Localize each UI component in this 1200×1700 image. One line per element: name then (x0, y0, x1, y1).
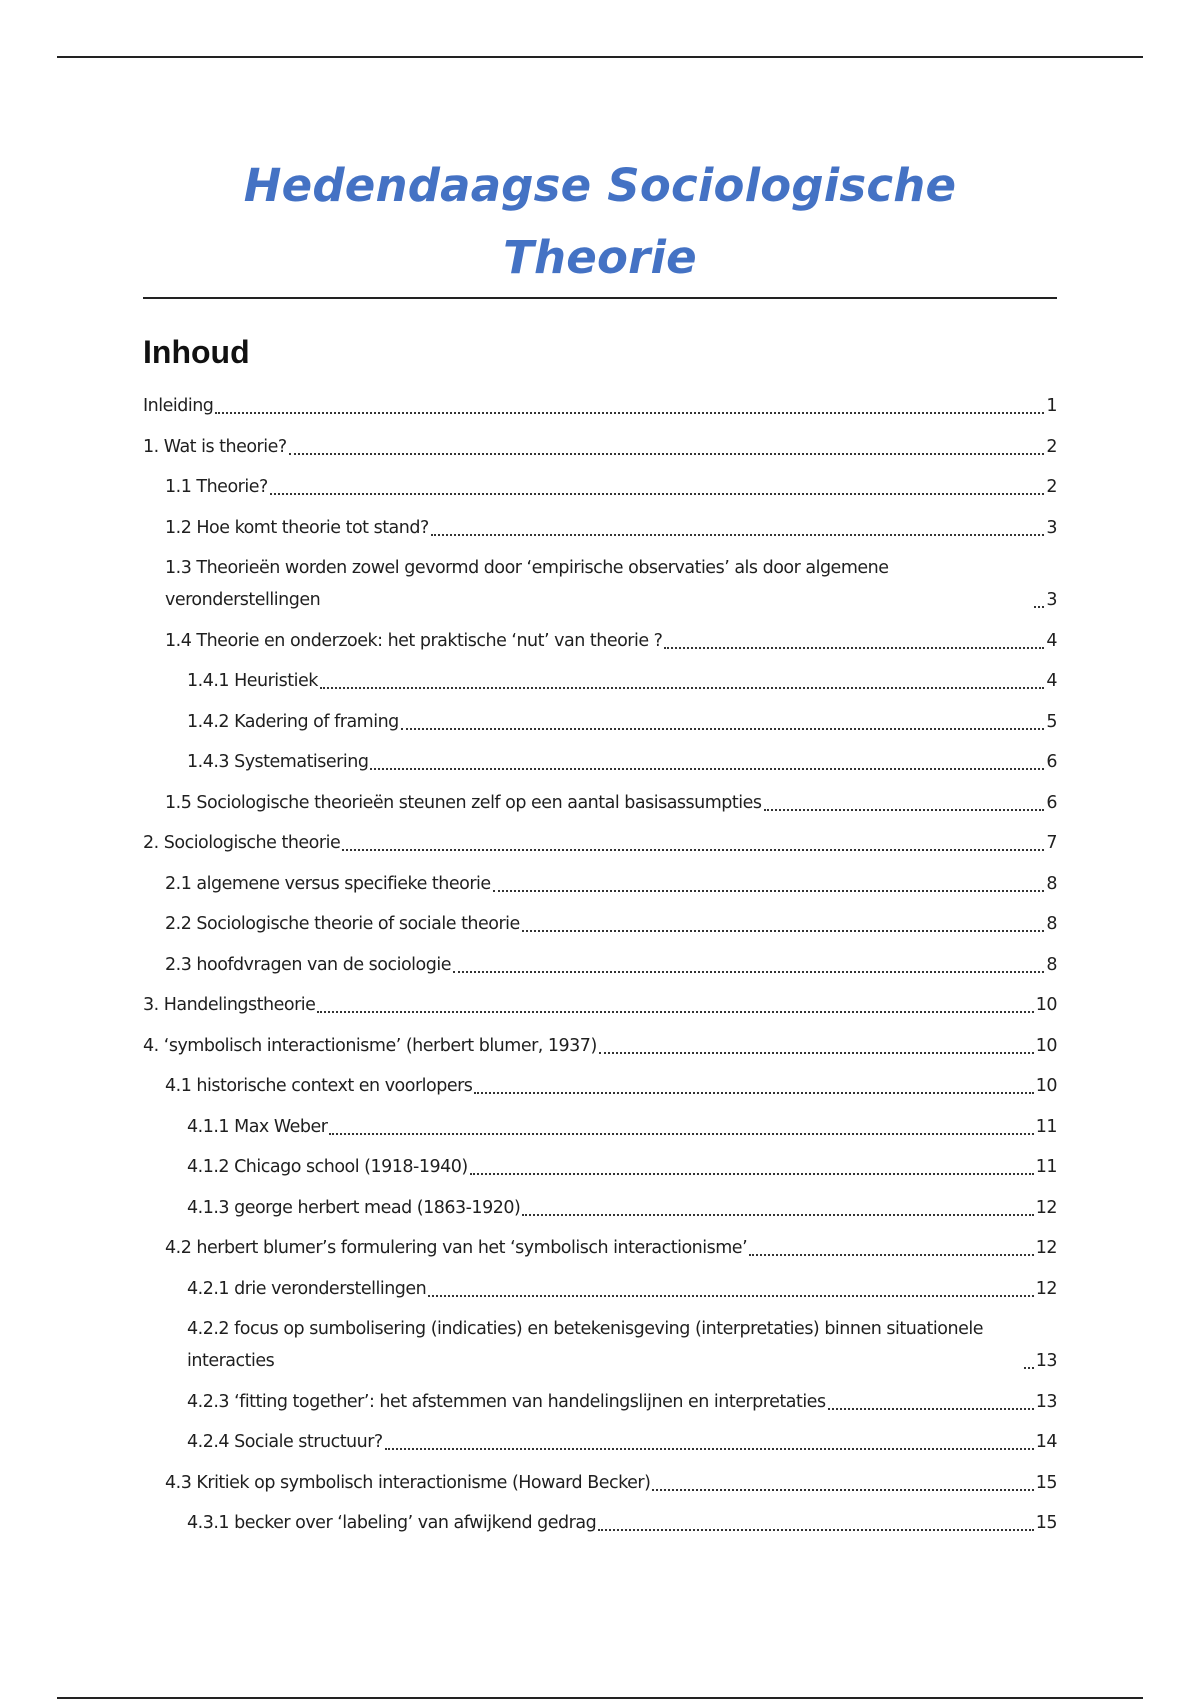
toc-entry-title[interactable]: 4.2.1 drie veronderstellingen (187, 1278, 427, 1299)
page-top-rule (57, 56, 1143, 58)
toc-dot-leader (370, 768, 1044, 770)
toc-dot-leader (828, 1408, 1034, 1410)
toc-entry-title[interactable]: 1.4.2 Kadering of framing (187, 711, 399, 732)
toc-page-number[interactable]: 1 (1046, 396, 1057, 416)
toc-dot-leader (401, 728, 1045, 730)
toc-entry[interactable] (143, 471, 1057, 503)
toc-entry-title[interactable]: 1.5 Sociologische theorieën steunen zelf op een aantal basisassumpties (165, 792, 762, 813)
toc-dot-leader (428, 1295, 1033, 1297)
title-underline (143, 297, 1057, 299)
toc-entry[interactable] (143, 1507, 1057, 1539)
toc-entry[interactable] (143, 1111, 1057, 1143)
toc-entry[interactable] (143, 1030, 1057, 1062)
page-bottom-rule (57, 1697, 1143, 1699)
toc-dot-leader (453, 971, 1044, 973)
toc-page-number[interactable]: 2 (1046, 477, 1057, 497)
toc-dot-leader (493, 890, 1045, 892)
toc-entry[interactable] (143, 431, 1057, 463)
toc-page-number[interactable]: 13 (1035, 1351, 1057, 1371)
toc-entry[interactable] (143, 390, 1057, 422)
toc-entry-title[interactable]: 4.2.4 Sociale structuur? (187, 1432, 383, 1452)
toc-entry-title[interactable]: 1.4 Theorie en onderzoek: het praktische ‘nut’ van theorie ? (165, 630, 663, 651)
toc-dot-leader (289, 453, 1045, 455)
toc-page-number[interactable]: 10 (1035, 1076, 1057, 1096)
toc-entry-title[interactable]: 1.1 Theorie? (165, 477, 268, 497)
toc-dot-leader (598, 1529, 1034, 1531)
toc-dot-leader (431, 534, 1045, 536)
toc-entry-title[interactable]: 1.2 Hoe komt theorie tot stand? (165, 517, 429, 538)
toc-entry[interactable] (143, 1070, 1057, 1102)
toc-page-number[interactable]: 3 (1046, 517, 1057, 538)
toc-page-number[interactable]: 7 (1046, 833, 1057, 853)
toc-entry-title[interactable]: 4.1.1 Max Weber (187, 1116, 328, 1137)
toc-dot-leader (320, 687, 1044, 689)
document-title: Hedendaagse Sociologische Theorie (243, 159, 957, 284)
toc-entry-title[interactable]: 4. ‘symbolisch interactionisme’ (herbert blumer, 1937) (143, 1035, 597, 1056)
toc-page-number[interactable]: 8 (1046, 954, 1057, 975)
toc-dot-leader (1024, 1367, 1034, 1369)
toc-page-number[interactable]: 13 (1035, 1391, 1057, 1412)
toc-page-number[interactable]: 12 (1035, 1238, 1057, 1258)
toc-page-number[interactable]: 6 (1046, 752, 1057, 772)
toc-page-number[interactable]: 4 (1046, 630, 1057, 651)
toc-entry-title[interactable]: 1.3 Theorieën worden zowel gevormd door ‘empirische observaties’ als door algemene veronderstellingen (165, 558, 889, 610)
toc-page-number[interactable]: 15 (1035, 1472, 1057, 1493)
toc-page-number[interactable]: 2 (1046, 436, 1057, 457)
toc-entry[interactable] (143, 1386, 1057, 1418)
toc-entry-title[interactable]: 1. Wat is theorie? (143, 436, 287, 457)
toc-dot-leader (215, 412, 1044, 414)
toc-page-number[interactable]: 6 (1046, 792, 1057, 813)
toc-entry[interactable] (143, 1467, 1057, 1499)
toc-page-number[interactable]: 10 (1035, 1035, 1057, 1056)
toc-dot-leader (652, 1489, 1033, 1491)
toc-entry[interactable] (143, 665, 1057, 697)
toc-entry[interactable] (143, 552, 1057, 616)
toc-entry[interactable] (143, 512, 1057, 544)
toc-heading: Inhoud (143, 334, 250, 370)
document-body (143, 150, 1057, 1548)
toc-dot-leader (1034, 606, 1044, 608)
toc-entry-title[interactable]: 4.3.1 becker over ‘labeling’ van afwijkend gedrag (187, 1513, 597, 1533)
toc-entry-title[interactable]: 2. Sociologische theorie (143, 833, 341, 853)
toc-entry-title[interactable]: 1.4.3 Systematisering (187, 752, 369, 772)
toc-entry-title[interactable]: 3. Handelingstheorie (143, 995, 316, 1015)
toc-page-number[interactable]: 8 (1046, 914, 1057, 934)
toc-entry[interactable] (143, 827, 1057, 859)
toc-page-number[interactable]: 12 (1035, 1278, 1057, 1299)
toc-entry-title[interactable]: 1.4.1 Heuristiek (187, 671, 318, 691)
toc-entry[interactable] (143, 1426, 1057, 1458)
toc-page-number[interactable]: 14 (1035, 1432, 1057, 1452)
toc-page-number[interactable]: 5 (1046, 711, 1057, 732)
toc-dot-leader (749, 1254, 1034, 1256)
toc-dot-leader (470, 1173, 1034, 1175)
toc-dot-leader (317, 1011, 1033, 1013)
toc-entry[interactable] (143, 1192, 1057, 1224)
table-of-contents (143, 390, 1057, 1539)
toc-entry[interactable] (143, 706, 1057, 738)
toc-page-number[interactable]: 4 (1046, 671, 1057, 691)
toc-dot-leader (664, 647, 1044, 649)
toc-page-number[interactable]: 11 (1035, 1157, 1057, 1177)
toc-dot-leader (764, 809, 1045, 811)
toc-dot-leader (329, 1133, 1033, 1135)
toc-entry[interactable] (143, 746, 1057, 778)
toc-entry-title[interactable]: 4.1.3 george herbert mead (1863-1920) (187, 1197, 521, 1218)
toc-dot-leader (342, 849, 1044, 851)
toc-entry[interactable] (143, 787, 1057, 819)
toc-dot-leader (474, 1092, 1033, 1094)
toc-entry-title[interactable]: 4.1 historische context en voorlopers (165, 1076, 473, 1096)
toc-dot-leader (522, 1214, 1033, 1216)
toc-entry-title[interactable]: 2.1 algemene versus specifieke theorie (165, 873, 491, 894)
toc-dot-leader (270, 493, 1045, 495)
toc-page-number[interactable]: 10 (1035, 995, 1057, 1015)
toc-entry-title[interactable]: 4.2 herbert blumer’s formulering van het ‘symbolisch interactionisme’ (165, 1238, 748, 1258)
toc-entry[interactable] (143, 625, 1057, 657)
toc-entry-title[interactable]: 4.1.2 Chicago school (1918-1940) (187, 1157, 468, 1177)
toc-entry[interactable] (143, 1151, 1057, 1183)
toc-entry[interactable] (143, 1232, 1057, 1264)
toc-page-number[interactable]: 8 (1046, 873, 1057, 894)
toc-page-number[interactable]: 12 (1035, 1197, 1057, 1218)
toc-dot-leader (385, 1448, 1034, 1450)
toc-dot-leader (599, 1052, 1034, 1054)
toc-entry-title[interactable]: 4.2.3 ‘fitting together’: het afstemmen van handelingslijnen en interpretaties (187, 1391, 826, 1412)
toc-page-number[interactable]: 11 (1035, 1116, 1057, 1137)
toc-entry[interactable] (143, 1273, 1057, 1305)
toc-entry-title[interactable]: 2.2 Sociologische theorie of sociale theorie (165, 914, 520, 934)
toc-entry[interactable] (143, 949, 1057, 981)
toc-page-number[interactable]: 15 (1035, 1513, 1057, 1533)
toc-entry-title[interactable]: 4.2.2 focus op sumbolisering (indicaties) en betekenisgeving (interpretaties) binnen situationele interacties (187, 1319, 983, 1371)
toc-entry[interactable] (143, 868, 1057, 900)
toc-entry[interactable] (143, 1313, 1057, 1377)
toc-page-number[interactable]: 3 (1046, 590, 1057, 610)
toc-dot-leader (522, 930, 1045, 932)
toc-entry-title[interactable]: Inleiding (143, 396, 214, 416)
toc-entry-title[interactable]: 4.3 Kritiek op symbolisch interactionisme (Howard Becker) (165, 1472, 651, 1493)
toc-entry[interactable] (143, 989, 1057, 1021)
toc-entry-title[interactable]: 2.3 hoofdvragen van de sociologie (165, 954, 451, 975)
toc-entry[interactable] (143, 908, 1057, 940)
